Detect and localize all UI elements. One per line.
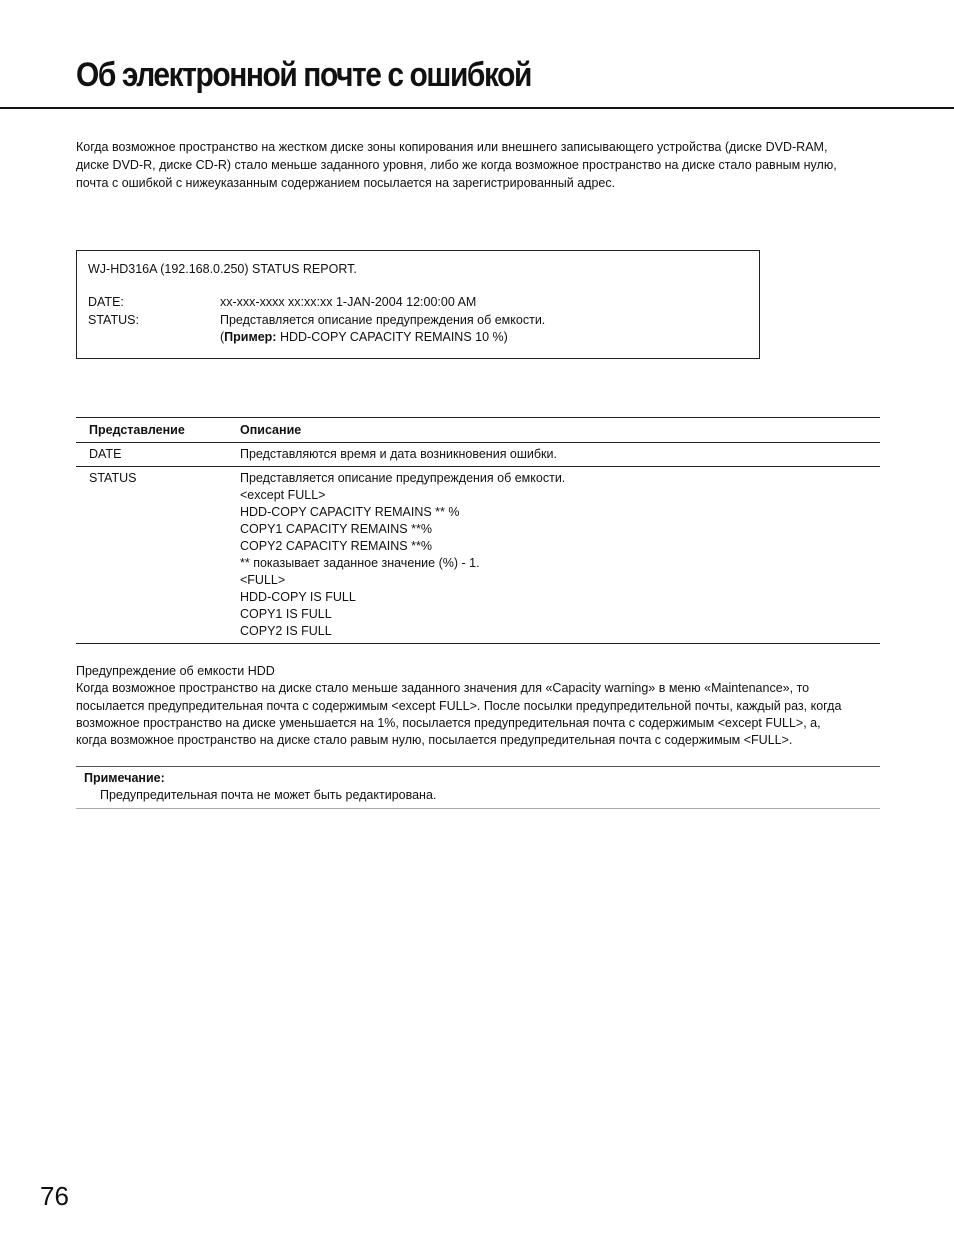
description-line: COPY2 CAPACITY REMAINS **% — [240, 539, 432, 553]
hdd-warning-line: Когда возможное пространство на диске стало меньше заданного значения для «Capacity warning» в меню «Maintenance», то — [76, 681, 810, 696]
mail-status-key: STATUS: — [88, 313, 139, 327]
mail-date-key: DATE: — [88, 295, 124, 309]
intro-line: диске DVD-R, диске CD-R) стало меньше заданного уровня, либо же когда возможное пространство на диске стало равным нулю, — [76, 158, 837, 172]
description-line: HDD-COPY IS FULL — [240, 590, 356, 604]
description-line: COPY1 CAPACITY REMAINS **% — [240, 522, 432, 536]
table-header — [76, 418, 880, 443]
mail-date-value: xx-xxx-xxxx xx:xx:xx 1-JAN-2004 12:00:00 AM — [220, 295, 477, 309]
hdd-warning-heading: Предупреждение об емкости HDD — [76, 664, 275, 678]
description-line: HDD-COPY CAPACITY REMAINS ** % — [240, 505, 460, 519]
description-line: <FULL> — [240, 573, 286, 587]
description-line: ** показывает заданное значение (%) - 1. — [240, 556, 480, 570]
title-rule — [0, 107, 954, 109]
intro-line: почта с ошибкой с нижеуказанным содержанием посылается на зарегистрированный адрес. — [76, 176, 616, 190]
hdd-warning-line: посылается предупредительная почта с содержимым <except FULL>. После посылки предупредительной почты, каждый раз, когда — [76, 698, 842, 713]
intro-line: Когда возможное пространство на жестком диске зоны копирования или внешнего записывающего устройства (диске DVD-RAM, — [76, 140, 828, 154]
intro-paragraph — [76, 138, 886, 192]
description-line: Представляются время и дата возникновения ошибки. — [240, 447, 557, 461]
mail-example-value: HDD-COPY CAPACITY REMAINS 10 %) — [276, 330, 508, 344]
row-description — [240, 470, 880, 640]
page-title: Об электронной почте с ошибкой — [76, 56, 532, 94]
description-line: Представляется описание предупреждения об емкости. — [240, 471, 566, 485]
note-text: Предупредительная почта не может быть редактирована. — [100, 788, 437, 802]
column-header-description: Описание — [240, 423, 302, 437]
table-row — [76, 443, 880, 466]
hdd-warning-line: возможное пространство на диске уменьшается на 1%, посылается предупредительная почта с содержимым <except FULL>, а, — [76, 715, 821, 730]
row-description — [240, 446, 880, 463]
mail-example — [220, 329, 508, 346]
mail-sample-box — [76, 250, 760, 359]
column-header-term: Представление — [89, 423, 185, 437]
mail-status-value: Представляется описание предупреждения об емкости. — [220, 313, 546, 327]
mail-example-open: ( — [220, 330, 225, 344]
description-line: <except FULL> — [240, 488, 326, 502]
row-term: STATUS — [89, 471, 137, 485]
note-box — [76, 766, 880, 809]
hdd-warning-paragraph — [76, 663, 886, 749]
note-heading: Примечание: — [84, 771, 165, 785]
mail-subject: WJ-HD316A (192.168.0.250) STATUS REPORT. — [88, 262, 357, 276]
description-line: COPY2 IS FULL — [240, 624, 332, 638]
mail-example-label: Пример: — [224, 330, 277, 344]
fields-table — [76, 417, 880, 644]
table-row — [76, 466, 880, 643]
page-number: 76 — [40, 1181, 69, 1211]
hdd-warning-line: когда возможное пространство на диске стало равым нулю, посылается предупредительная почта с содержимым <FULL>. — [76, 733, 793, 748]
description-line: COPY1 IS FULL — [240, 607, 332, 621]
row-term: DATE — [89, 447, 122, 461]
